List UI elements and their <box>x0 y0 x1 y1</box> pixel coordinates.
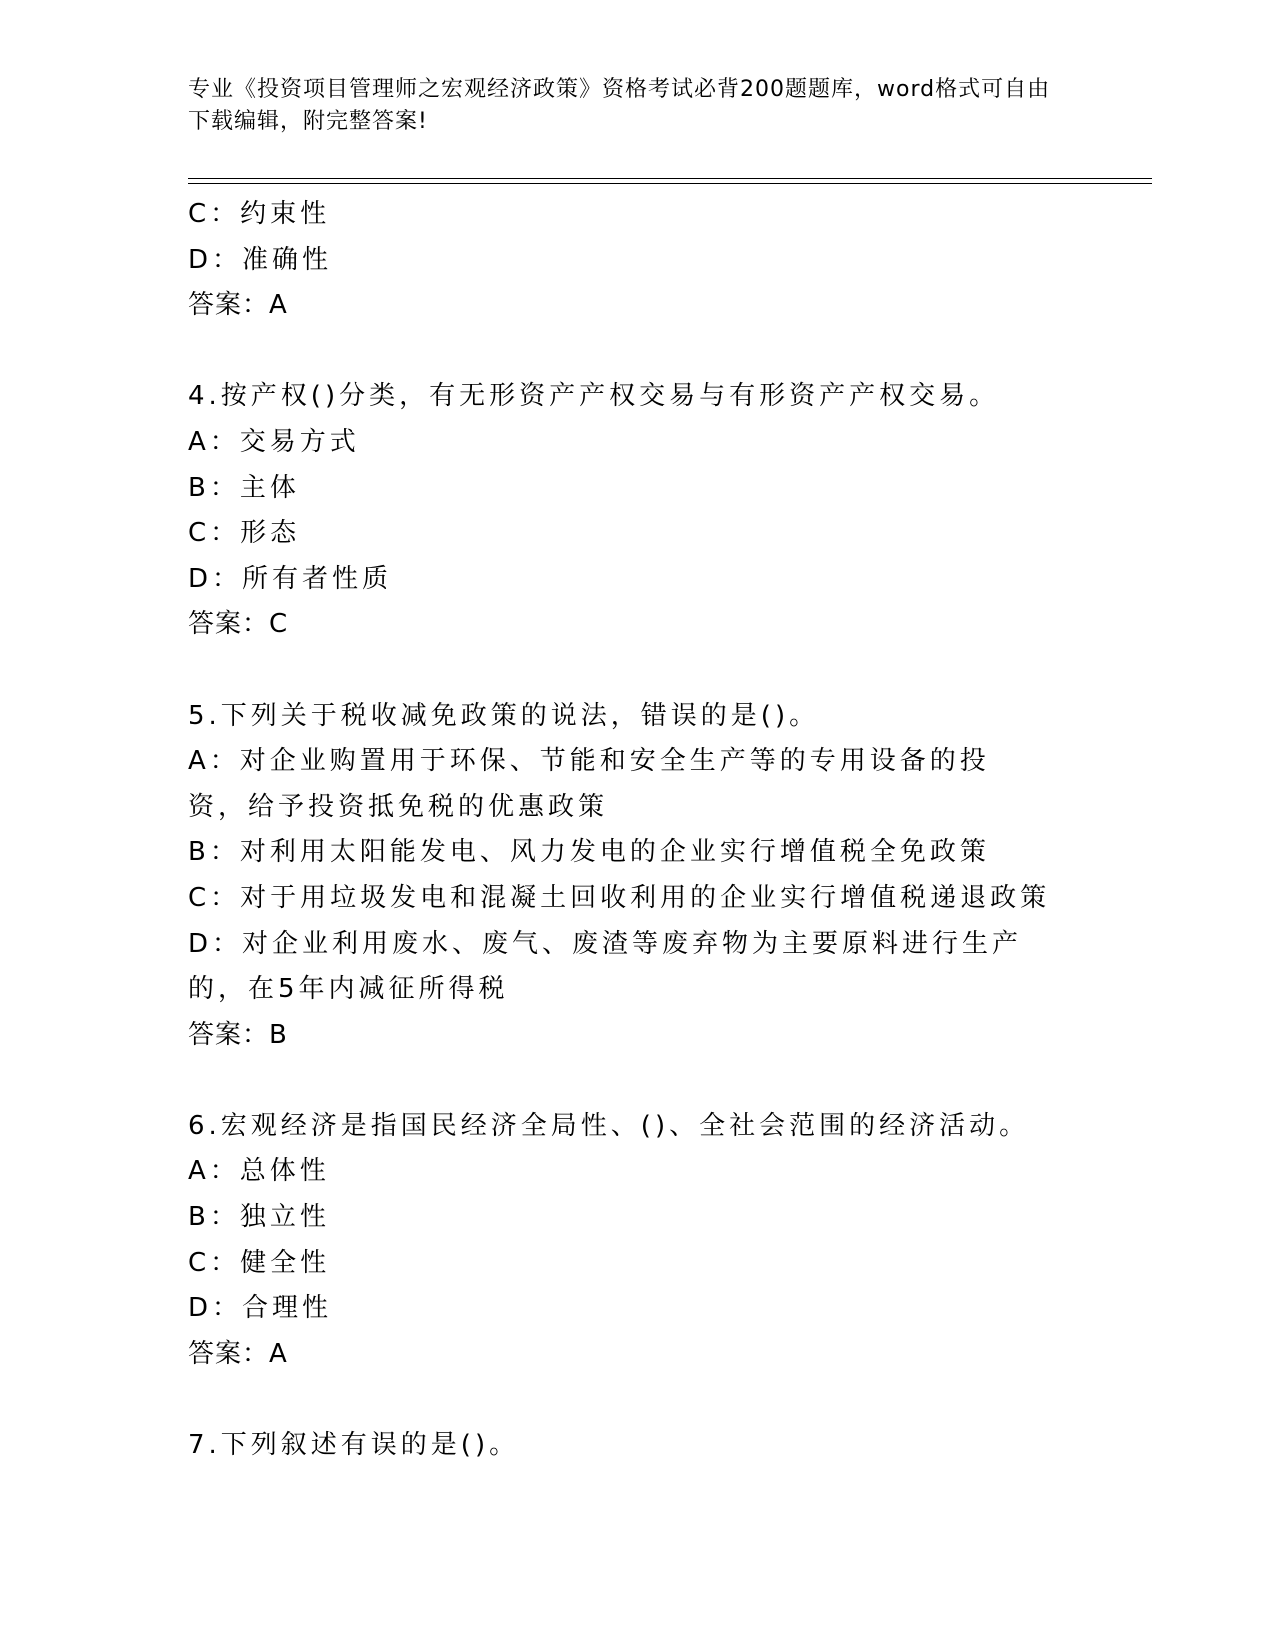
option-d: D：准确性 <box>188 244 333 275</box>
option-d: D：对企业利用废水、废气、废渣等废弃物为主要原料进行生产的，在5年内减征所得税 <box>188 928 1023 1005</box>
spacer <box>188 648 1088 694</box>
option-b: B：独立性 <box>188 1202 330 1233</box>
question-body <box>188 192 1088 1469</box>
question-stem: 6.宏观经济是指国民经济全局性、()、全社会范围的经济活动。 <box>188 1110 1030 1141</box>
question-stem: 5.下列关于税收减免政策的说法，错误的是()。 <box>188 700 820 731</box>
header-rule-top <box>188 178 1152 179</box>
option-a: A：交易方式 <box>188 426 360 457</box>
option-a: A：总体性 <box>188 1156 330 1187</box>
page-header: 专业《投资项目管理师之宏观经济政策》资格考试必背200题题库，word格式可自由下载编辑，附完整答案! <box>188 77 1051 134</box>
option-a: A：对企业购置用于环保、节能和安全生产等的专用设备的投资，给予投资抵免税的优惠政策 <box>188 746 990 822</box>
option-c: C：对于用垃圾发电和混凝土回收利用的企业实行增值税递退政策 <box>188 882 1051 913</box>
option-c: C：形态 <box>188 518 301 549</box>
answer-line: 答案：C <box>188 609 289 640</box>
option-d: D：合理性 <box>188 1293 333 1324</box>
question-stem: 7.下列叙述有误的是()。 <box>188 1430 520 1461</box>
option-b: B：主体 <box>188 472 300 503</box>
option-d: D：所有者性质 <box>188 563 393 594</box>
answer-line: 答案：A <box>188 290 288 321</box>
answer-line: 答案：B <box>188 1019 288 1050</box>
spacer <box>188 329 1088 375</box>
question-stem: 4.按产权()分类，有无形资产产权交易与有形资产产权交易。 <box>188 381 1000 412</box>
option-c: C：健全性 <box>188 1247 331 1278</box>
option-c: C：约束性 <box>188 199 331 229</box>
answer-line: 答案：A <box>188 1338 288 1369</box>
spacer <box>188 1058 1088 1104</box>
header-rule-bottom <box>188 183 1152 184</box>
option-b: B：对利用太阳能发电、风力发电的企业实行增值税全免政策 <box>188 837 990 868</box>
spacer <box>188 1377 1088 1423</box>
